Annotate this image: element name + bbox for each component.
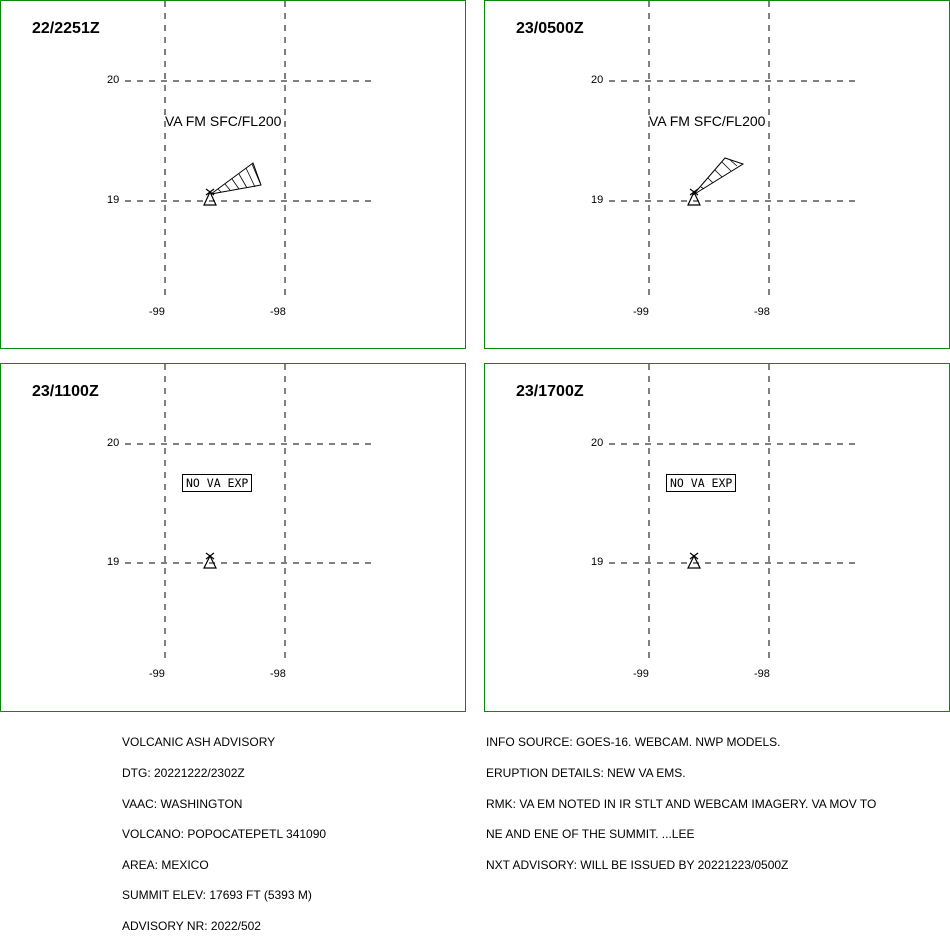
lat-label-20: 20 — [591, 437, 604, 449]
details-line: RMK: VA EM NOTED IN IR STLT AND WEBCAM IMAGERY. VA MOV TO — [486, 796, 877, 811]
map-panel-2 — [484, 0, 950, 349]
lat-label-20: 20 — [107, 437, 120, 449]
lon-label-98: -98 — [270, 668, 286, 680]
lon-label-98: -98 — [754, 668, 770, 680]
advisory-header-block — [122, 717, 326, 941]
map-panel-1 — [0, 0, 466, 349]
map-panel-3 — [0, 363, 466, 712]
panel-time: 23/0500Z — [516, 20, 584, 37]
map-grid — [1, 364, 467, 713]
volcano-icon — [688, 553, 700, 568]
advisory-line: AREA: MEXICO — [122, 857, 209, 872]
forecast-label: VA FM SFC/FL200 — [165, 113, 282, 129]
advisory-line: VOLCANO: POPOCATEPETL 341090 — [122, 827, 327, 842]
ash-plume — [211, 163, 261, 194]
lat-label-20: 20 — [591, 74, 604, 86]
panel-time: 22/2251Z — [32, 20, 100, 37]
lon-label-99: -99 — [633, 668, 649, 680]
details-line: ERUPTION DETAILS: NEW VA EMS. — [486, 766, 686, 780]
lat-label-19: 19 — [107, 194, 120, 206]
advisory-line: ADVISORY NR: 2022/502 — [122, 918, 261, 933]
map-grid — [485, 1, 950, 350]
volcano-icon — [204, 553, 216, 568]
details-line: NE AND ENE OF THE SUMMIT. ...LEE — [486, 827, 695, 842]
ash-plume — [693, 158, 743, 195]
advisory-line: VAAC: WASHINGTON — [122, 796, 243, 811]
lon-label-98: -98 — [754, 306, 770, 318]
advisory-line: SUMMIT ELEV: 17693 FT (5393 M) — [122, 888, 312, 903]
advisory-line: DTG: 20221222/2302Z — [122, 766, 245, 780]
details-line: NXT ADVISORY: WILL BE ISSUED BY 20221223/0500Z — [486, 857, 789, 872]
lat-label-19: 19 — [107, 556, 120, 568]
lat-label-19: 19 — [591, 556, 604, 568]
no-va-expected-box: NO VA EXP — [182, 474, 252, 492]
lat-label-20: 20 — [107, 74, 120, 86]
map-panel-4 — [484, 363, 950, 712]
lon-label-99: -99 — [149, 306, 165, 318]
no-va-expected-box: NO VA EXP — [666, 474, 736, 492]
map-grid — [485, 364, 950, 713]
panel-time: 23/1100Z — [32, 383, 99, 400]
panel-time: 23/1700Z — [516, 383, 584, 400]
forecast-label: VA FM SFC/FL200 — [649, 113, 766, 129]
lat-label-19: 19 — [591, 194, 604, 206]
lon-label-98: -98 — [270, 306, 286, 318]
lon-label-99: -99 — [149, 668, 165, 680]
map-grid — [1, 1, 467, 350]
details-line: INFO SOURCE: GOES-16. WEBCAM. NWP MODELS. — [486, 735, 781, 750]
advisory-details-block — [486, 717, 876, 880]
advisory-line: VOLCANIC ASH ADVISORY — [122, 735, 276, 750]
lon-label-99: -99 — [633, 306, 649, 318]
